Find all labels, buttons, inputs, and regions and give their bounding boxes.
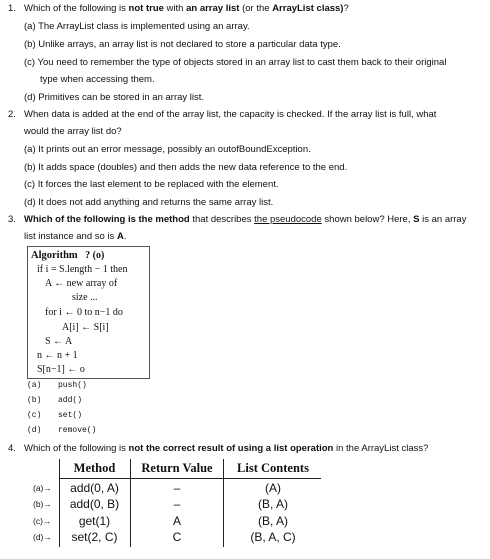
q3-option-a-label: (a) <box>27 381 42 390</box>
q2-number: 2. <box>8 109 16 120</box>
table-col-rule-1 <box>130 459 131 547</box>
table-cell-contents-c: (B, A) <box>257 514 288 528</box>
q3-number: 3. <box>8 214 16 225</box>
q2-option-a: (a) It prints out an error message, possibly an outofBoundException. <box>24 144 311 155</box>
arrow-right-icon: → <box>43 483 52 493</box>
algorithm-title: Algorithm ? (o) <box>31 250 105 261</box>
table-cell-contents-b: (B, A) <box>257 497 288 511</box>
algorithm-line-5: A[i] ← S[i] <box>62 322 109 333</box>
table-cell-return-c: A <box>172 514 181 528</box>
row-label-b: (b)→ <box>33 499 52 509</box>
table-left-rule <box>59 459 60 547</box>
row-label-c: (c)→ <box>33 516 52 526</box>
arrow-right-icon: → <box>43 532 52 542</box>
row-label-d: (d)→ <box>33 532 52 542</box>
q3-option-c-value: set() <box>58 411 83 420</box>
q4-stem: Which of the following is not the correct result of using a list operation in the ArrayList class? <box>24 443 429 454</box>
row-label-a: (a)→ <box>33 483 52 493</box>
q1-option-a: (a) The ArrayList class is implemented using an array. <box>24 21 250 32</box>
algorithm-line-6: S ← A <box>45 336 73 347</box>
q2-option-d: (d) It does not add anything and returns the same array list. <box>24 197 274 208</box>
table-header-return: Return Value <box>141 461 213 475</box>
algorithm-box <box>27 246 150 379</box>
q1-option-c: (c) You need to remember the type of objects stored in an array list to cast them back to their original <box>24 57 447 68</box>
table-col-rule-2 <box>223 459 224 547</box>
algorithm-line-2: A ← new array of <box>45 278 118 289</box>
q3-stem-line1: Which of the following is the method that describes the pseudocode shown below? Here, S is an array <box>24 214 467 225</box>
table-header-rule <box>59 478 321 479</box>
algorithm-line-4: for i ← 0 to n−1 do <box>45 307 123 318</box>
algorithm-line-1: if i = S.length − 1 then <box>37 264 128 275</box>
q3-option-d-value: remove() <box>58 426 97 435</box>
q2-option-c: (c) It forces the last element to be replaced with the element. <box>24 179 279 190</box>
table-header-contents: List Contents <box>237 461 309 475</box>
q3-option-c-label: (c) <box>27 411 42 420</box>
q1-option-b: (b) Unlike arrays, an array list is not declared to store a particular data type. <box>24 39 341 50</box>
q1-option-c-cont: type when accessing them. <box>40 74 155 85</box>
arrow-right-icon: → <box>43 499 52 509</box>
q1-stem: Which of the following is not true with an array list (or the ArrayList class)? <box>24 3 349 14</box>
table-cell-contents-a: (A) <box>265 481 281 495</box>
q3-option-b-value: add() <box>58 396 83 405</box>
q3-stem-line2: list instance and so is A. <box>24 231 127 242</box>
q2-stem-line2: would the array list do? <box>24 126 122 137</box>
q3-option-a-value: push() <box>58 381 87 390</box>
q1-option-d: (d) Primitives can be stored in an array list. <box>24 92 205 103</box>
table-cell-return-b: – <box>173 497 181 511</box>
table-cell-method-c: get(1) <box>78 514 111 528</box>
q4-number: 4. <box>8 443 16 454</box>
table-cell-method-d: set(2, C) <box>71 530 118 544</box>
table-cell-contents-d: (B, A, C) <box>250 530 296 544</box>
algorithm-line-3: size ... <box>72 292 98 303</box>
algorithm-line-8: S[n−1] ← o <box>37 364 85 375</box>
q3-option-b-label: (b) <box>27 396 42 405</box>
q2-stem-line1: When data is added at the end of the array list, the capacity is checked. If the array list is full, what <box>24 109 437 120</box>
arrow-right-icon: → <box>42 516 52 526</box>
algorithm-line-7: n ← n + 1 <box>37 350 78 361</box>
q3-option-d-label: (d) <box>27 426 42 435</box>
q2-option-b: (b) It adds space (doubles) and then adds the new data reference to the end. <box>24 162 348 173</box>
q1-number: 1. <box>8 3 16 14</box>
table-cell-return-a: – <box>173 481 181 495</box>
table-cell-return-d: C <box>172 530 182 544</box>
table-cell-method-a: add(0, A) <box>70 481 119 495</box>
table-cell-method-b: add(0, B) <box>69 497 120 511</box>
table-header-method: Method <box>73 461 116 475</box>
